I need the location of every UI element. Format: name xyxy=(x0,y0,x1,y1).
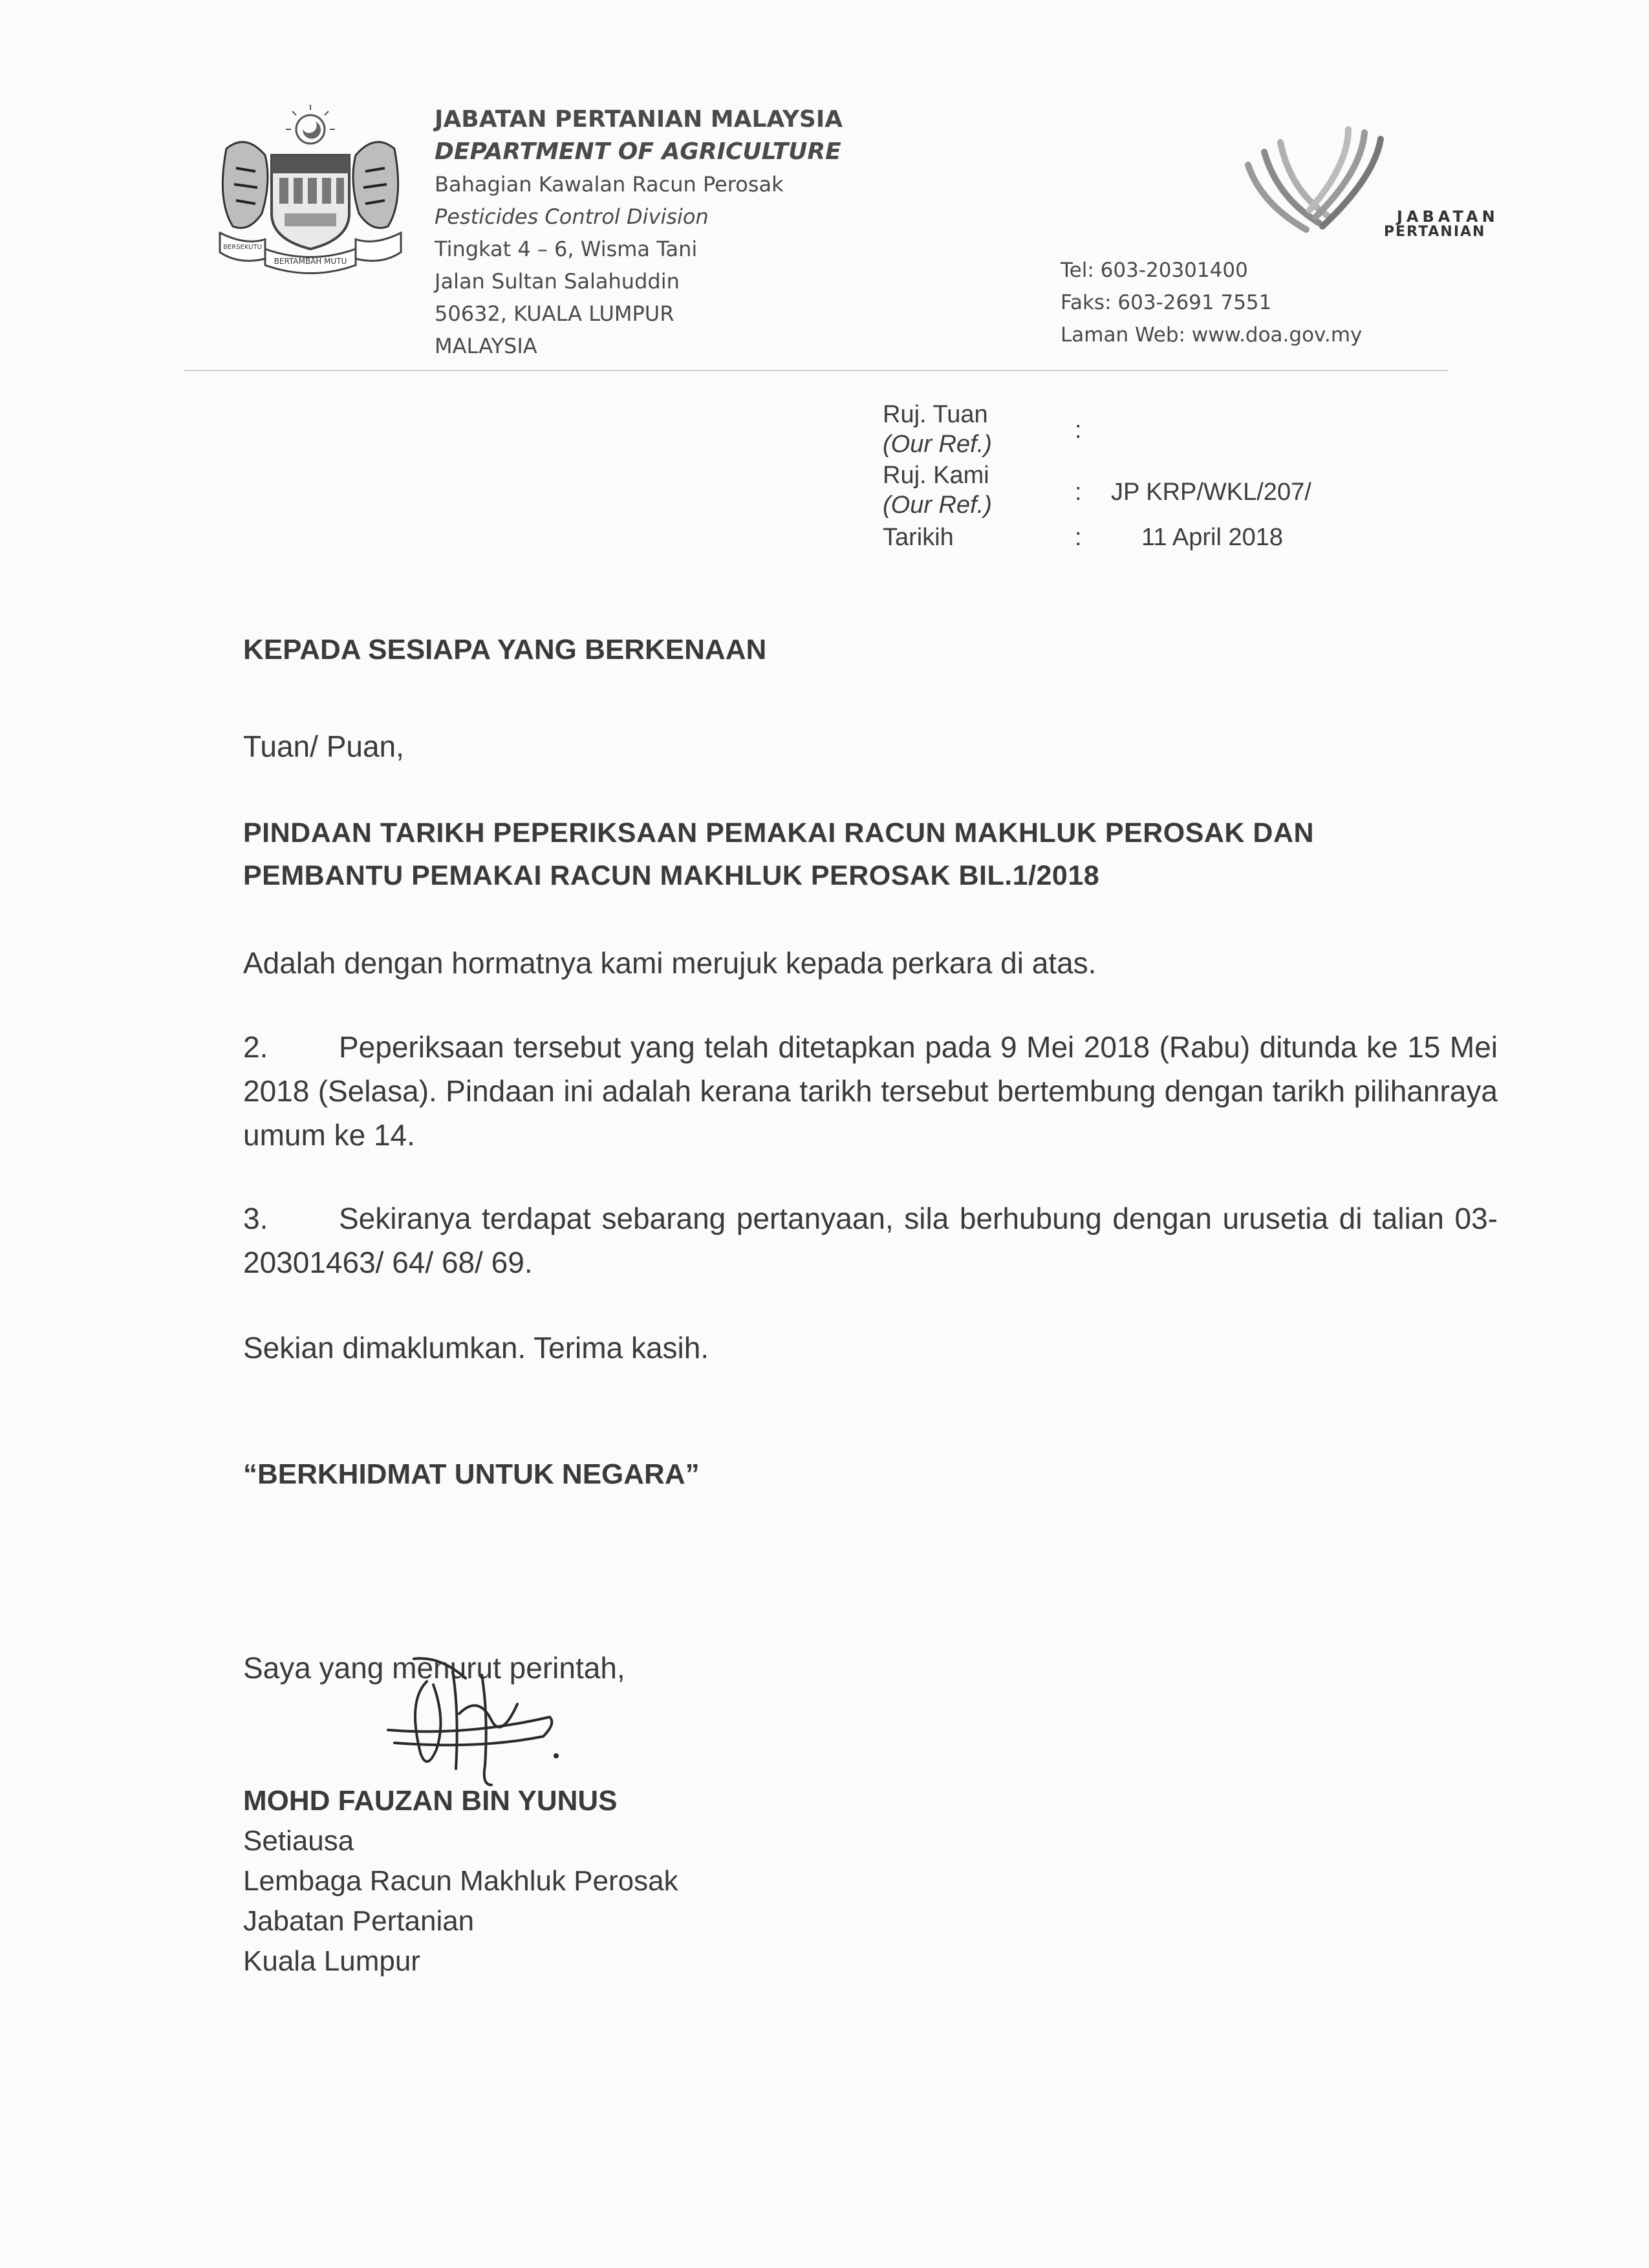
signatory-city: Kuala Lumpur xyxy=(243,1945,420,1977)
crest-motto: BERTAMBAH MUTU xyxy=(274,257,347,266)
colon: : xyxy=(1075,524,1082,551)
paragraph-2 xyxy=(243,1025,1498,1157)
subject-heading xyxy=(243,812,1498,897)
logo-text-line2: PERTANIAN xyxy=(1384,224,1486,240)
address-line: Tingkat 4 – 6, Wisma Tani xyxy=(435,237,698,261)
division-name-en: Pesticides Control Division xyxy=(435,204,709,229)
doa-logo xyxy=(1242,126,1499,262)
coat-of-arms-logo xyxy=(207,103,414,278)
handwritten-signature xyxy=(375,1652,576,1801)
date-value: 11 April 2018 xyxy=(1141,524,1284,551)
salutation: Tuan/ Puan, xyxy=(243,729,404,763)
website: Laman Web: www.doa.gov.my xyxy=(1061,323,1363,347)
colon: : xyxy=(1075,416,1082,444)
signatory-dept: Jabatan Pertanian xyxy=(243,1905,475,1937)
paragraph-1: Adalah dengan hormatnya kami merujuk kepada perkara di atas. xyxy=(243,946,1097,980)
paragraph-text: Peperiksaan tersebut yang telah ditetapkan pada 9 Mei 2018 (Rabu) ditunda ke 15 Mei 2018 (Selasa). Pindaan ini adalah kerana tarikh tersebut bertembung dengan tarikh pilihanraya umum ke 14. xyxy=(243,1030,1498,1152)
address-line: Jalan Sultan Salahuddin xyxy=(435,269,680,294)
signatory-block xyxy=(243,1781,678,1982)
org-name: JABATAN PERTANIAN MALAYSIA xyxy=(435,106,843,133)
address-line: 50632, KUALA LUMPUR xyxy=(435,301,674,326)
your-ref-label-en: (Our Ref.) xyxy=(883,431,992,458)
signatory-name: MOHD FAUZAN BIN YUNUS xyxy=(243,1785,618,1817)
addressee: KEPADA SESIAPA YANG BERKENAAN xyxy=(243,634,767,665)
org-name-en: DEPARTMENT OF AGRICULTURE xyxy=(435,138,841,165)
subject-line: PINDAAN TARIKH PEPERIKSAAN PEMAKAI RACUN MAKHLUK PEROSAK DAN xyxy=(243,817,1315,848)
header-divider xyxy=(184,370,1449,371)
colon: : xyxy=(1075,479,1082,506)
paragraph-text: Sekiranya terdapat sebarang pertanyaan, sila berhubung dengan urusetia di talian 03-20301463/ 64/ 68/ 69. xyxy=(243,1202,1498,1279)
paragraph-3 xyxy=(243,1196,1498,1284)
address-line: MALAYSIA xyxy=(435,334,537,358)
motto: “BERKHIDMAT UNTUK NEGARA” xyxy=(243,1458,700,1490)
paragraph-number: 2. xyxy=(243,1030,268,1064)
signatory-board: Lembaga Racun Makhluk Perosak xyxy=(243,1865,678,1897)
division-name: Bahagian Kawalan Racun Perosak xyxy=(435,172,784,197)
crest-motto-left: BERSEKUTU xyxy=(223,244,262,251)
letterhead-address-block xyxy=(435,103,843,362)
paragraph-number: 3. xyxy=(243,1202,268,1235)
signatory-title: Setiausa xyxy=(243,1825,354,1857)
subject-line: PEMBANTU PEMAKAI RACUN MAKHLUK PEROSAK BIL.1/2018 xyxy=(243,860,1100,891)
date-label: Tarikih xyxy=(883,524,954,551)
fax-number: Faks: 603-2691 7551 xyxy=(1061,291,1272,314)
your-ref-label: Ruj. Tuan xyxy=(883,401,988,428)
closing-line: Sekian dimaklumkan. Terima kasih. xyxy=(243,1331,709,1365)
our-ref-label-en: (Our Ref.) xyxy=(883,491,992,519)
sign-off: Saya yang menurut perintah, xyxy=(243,1651,625,1685)
our-ref-value: JP KRP/WKL/207/ xyxy=(1111,479,1311,506)
logo-text-line1: JABATAN xyxy=(1397,208,1499,226)
phone-number: Tel: 603-20301400 xyxy=(1061,259,1248,282)
contact-block xyxy=(1061,254,1362,351)
our-ref-label: Ruj. Kami xyxy=(883,462,989,489)
